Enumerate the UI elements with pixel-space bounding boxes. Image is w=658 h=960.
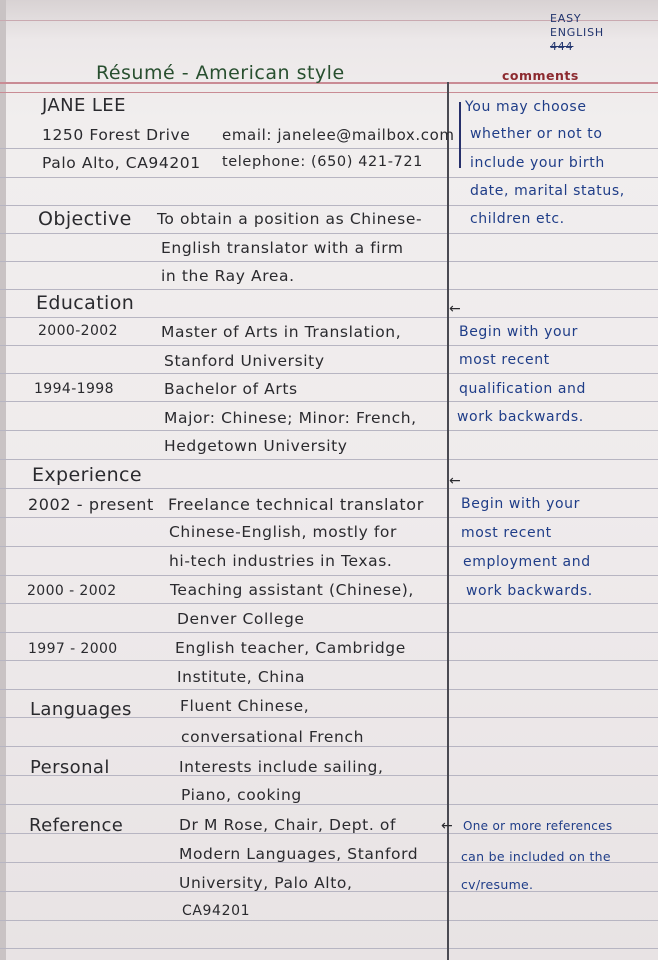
comment-line: date, marital status, — [470, 183, 625, 199]
ruled-line — [0, 148, 658, 149]
ruled-line — [0, 233, 658, 234]
comment-line: most recent — [461, 525, 552, 541]
objective-line: To obtain a position as Chinese- — [157, 210, 423, 228]
experience-line: Denver College — [177, 610, 305, 628]
section-heading-languages: Languages — [30, 699, 132, 720]
education-line: Stanford University — [164, 352, 325, 370]
ruled-line — [0, 488, 658, 489]
personal-line: Interests include sailing, — [179, 758, 384, 776]
ruled-line — [0, 289, 658, 290]
ruled-line — [0, 317, 658, 318]
comment-line: employment and — [463, 554, 591, 570]
experience-line: English teacher, Cambridge — [175, 639, 406, 657]
address-line: Palo Alto, CA94201 — [42, 154, 201, 172]
experience-line: Institute, China — [177, 668, 306, 686]
ruled-line — [0, 575, 658, 576]
comment-line: Begin with your — [461, 496, 580, 512]
experience-dates: 1997 - 2000 — [28, 641, 118, 657]
address-line: 1250 Forest Drive — [42, 126, 191, 144]
comment-line: children etc. — [470, 211, 565, 227]
page-left-edge — [0, 0, 6, 960]
personal-line: Piano, cooking — [181, 786, 302, 804]
ruled-line — [0, 345, 658, 346]
section-heading-personal: Personal — [30, 757, 110, 778]
objective-line: English translator with a firm — [161, 239, 404, 257]
ruled-line — [0, 430, 658, 431]
languages-line: conversational French — [181, 728, 365, 746]
pointer-arrow-icon: ← — [441, 818, 453, 834]
ruled-line — [0, 689, 658, 690]
experience-line: Teaching assistant (Chinese), — [170, 581, 414, 599]
comment-line: work backwards. — [466, 583, 593, 599]
section-heading-education: Education — [36, 292, 135, 314]
comments-label: comments — [502, 68, 579, 83]
section-heading-reference: Reference — [29, 815, 124, 836]
ruled-line — [0, 517, 658, 518]
email-text: email: janelee@mailbox.com — [222, 126, 455, 144]
reference-line: Dr M Rose, Chair, Dept. of — [179, 816, 397, 834]
section-heading-objective: Objective — [38, 208, 132, 230]
comment-line: include your birth — [470, 155, 605, 171]
ruled-line — [0, 261, 658, 262]
ruled-line — [0, 660, 658, 661]
comment-line: Begin with your — [459, 324, 578, 340]
pointer-arrow-icon: ← — [449, 301, 461, 317]
section-heading-experience: Experience — [32, 464, 142, 486]
objective-line: in the Ray Area. — [161, 267, 295, 285]
reference-line: Modern Languages, Stanford — [179, 845, 419, 863]
header-rule — [0, 92, 658, 93]
experience-dates: 2000 - 2002 — [27, 583, 117, 599]
comment-line: can be included on the — [461, 849, 611, 864]
page-title: Résumé - American style — [96, 62, 345, 84]
ruled-line — [0, 546, 658, 547]
reference-line: University, Palo Alto, — [179, 874, 353, 892]
comment-line: work backwards. — [457, 409, 584, 425]
ruled-line — [0, 804, 658, 805]
experience-line: hi-tech industries in Texas. — [169, 552, 393, 570]
pointer-arrow-icon: ← — [449, 473, 461, 489]
comment-line: cv/resume. — [461, 877, 534, 892]
ruled-line — [0, 373, 658, 374]
experience-line: Freelance technical translator — [168, 495, 424, 514]
education-dates: 2000-2002 — [38, 323, 118, 339]
brand-line: ENGLISH — [550, 26, 604, 39]
telephone-text: telephone: (650) 421-721 — [222, 154, 424, 170]
comment-line: most recent — [459, 352, 550, 368]
ruled-line — [0, 205, 658, 206]
brand-line: EASY — [550, 12, 582, 25]
education-line: Major: Chinese; Minor: French, — [164, 409, 417, 427]
comment-line: qualification and — [459, 381, 587, 397]
education-line: Hedgetown University — [164, 437, 348, 455]
comment-line: You may choose — [465, 99, 587, 115]
education-line: Master of Arts in Translation, — [161, 323, 402, 341]
comment-line: One or more references — [463, 819, 613, 833]
comment-line: whether or not to — [470, 126, 603, 142]
ruled-line — [0, 603, 658, 604]
ruled-line — [0, 177, 658, 178]
ruled-line — [0, 632, 658, 633]
ruled-line — [0, 746, 658, 747]
experience-dates: 2002 - present — [28, 495, 154, 514]
brand-line: 444 — [550, 40, 574, 53]
ruled-line — [0, 948, 658, 949]
candidate-name: JANE LEE — [42, 95, 126, 116]
ruled-line — [0, 920, 658, 921]
languages-line: Fluent Chinese, — [180, 697, 310, 715]
education-dates: 1994-1998 — [34, 381, 114, 397]
ruled-line — [0, 459, 658, 460]
experience-line: Chinese-English, mostly for — [169, 523, 397, 541]
reference-line: CA94201 — [182, 903, 251, 919]
education-line: Bachelor of Arts — [164, 380, 298, 398]
ruled-line — [0, 401, 658, 402]
